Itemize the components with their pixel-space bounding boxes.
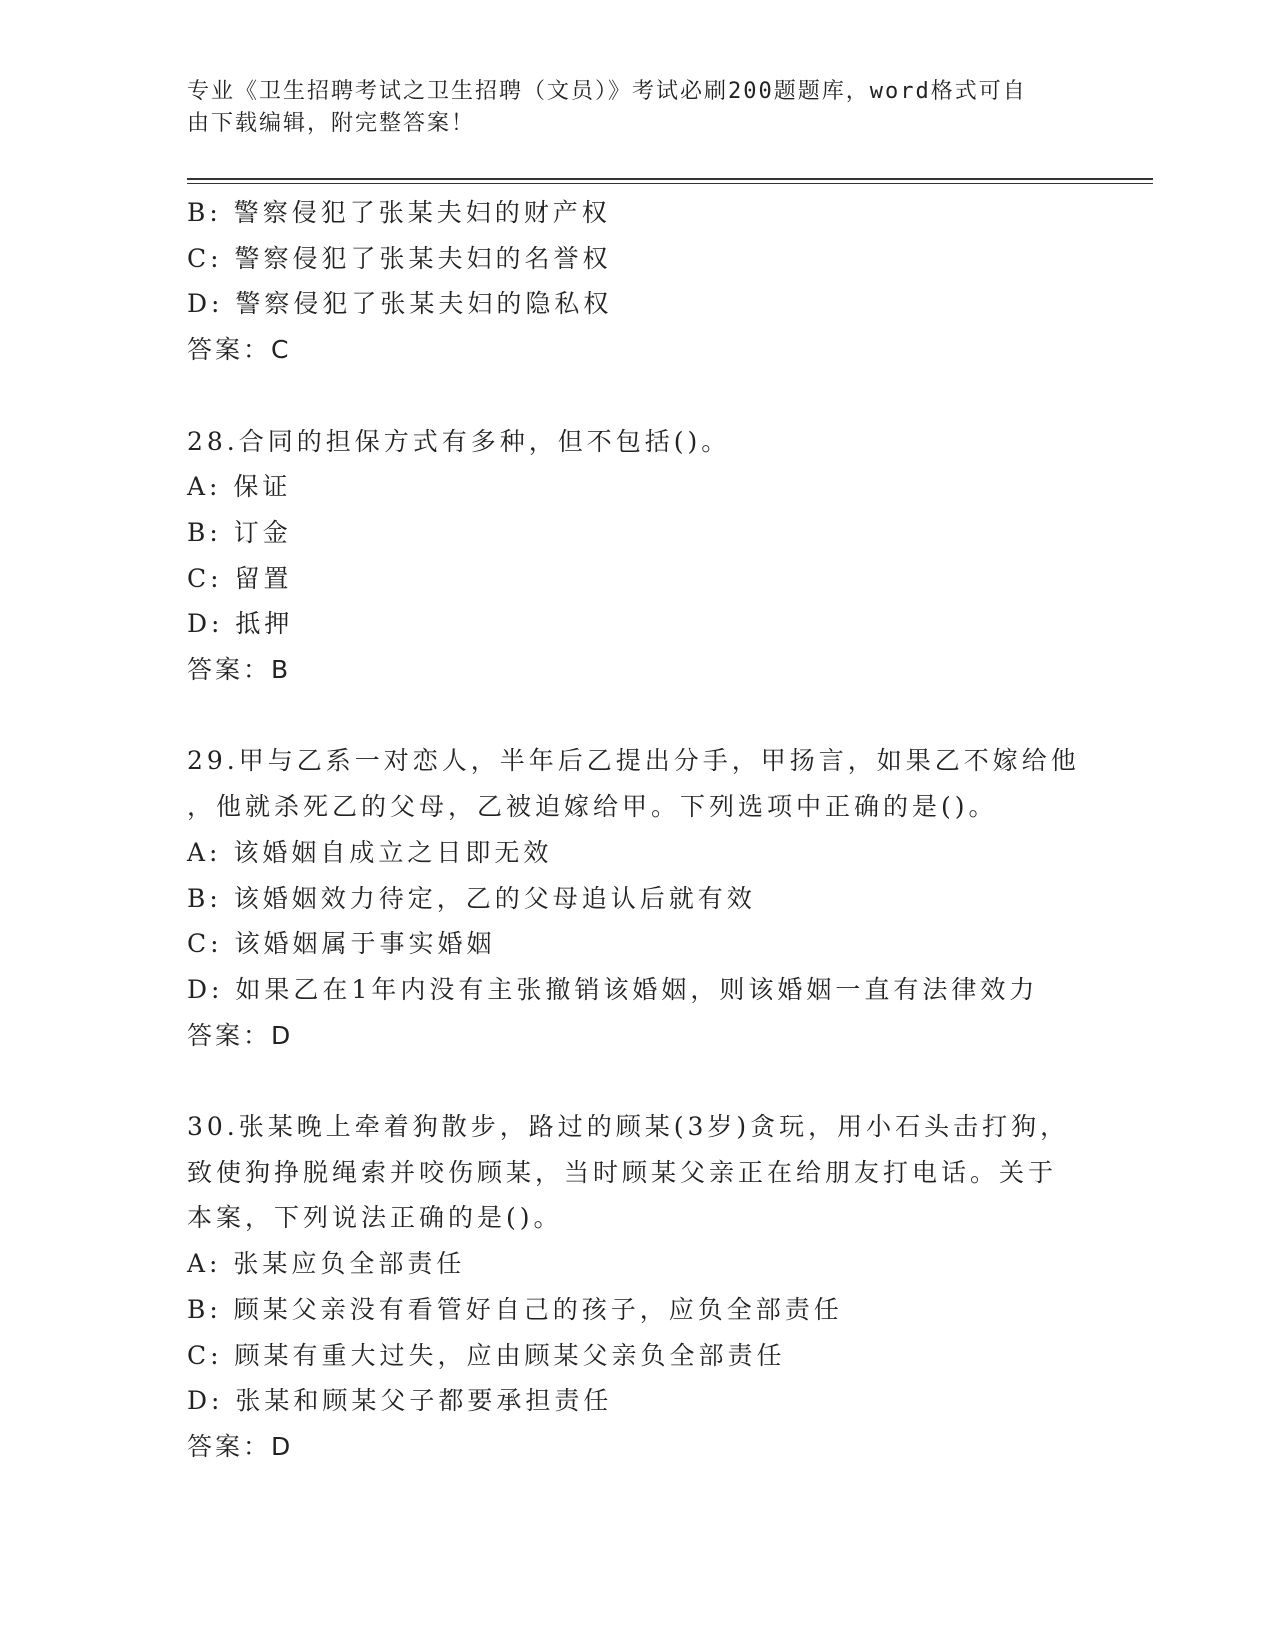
header-line-2: 由下载编辑，附完整答案！ bbox=[187, 111, 476, 136]
answer-line: 答案：D bbox=[187, 1431, 294, 1461]
option-d: D: 警察侵犯了张某夫妇的隐私权 bbox=[187, 289, 613, 319]
header-divider-thick bbox=[187, 178, 1153, 180]
option-b: B: 该婚姻效力待定，乙的父母追认后就有效 bbox=[187, 883, 756, 913]
option-c: C: 警察侵犯了张某夫妇的名誉权 bbox=[187, 243, 612, 273]
answer-line: 答案：B bbox=[187, 655, 292, 685]
question-stem: ，他就杀死乙的父母，乙被迫嫁给甲。下列选项中正确的是()。 bbox=[187, 792, 998, 822]
header-line-1: 专业《卫生招聘考试之卫生招聘（文员）》考试必刷200题题库，word格式可自 bbox=[187, 79, 1027, 104]
option-c: C: 顾某有重大过失，应由顾某父亲负全部责任 bbox=[187, 1340, 786, 1370]
spacer bbox=[187, 1058, 1087, 1104]
option-d: D: 张某和顾某父子都要承担责任 bbox=[187, 1386, 613, 1416]
question-stem: 30.张某晚上牵着狗散步，路过的顾某(3岁)贪玩，用小石头击打狗， bbox=[187, 1112, 1070, 1142]
header-divider-thin bbox=[187, 183, 1153, 184]
answer-line: 答案：D bbox=[187, 1020, 294, 1050]
question-list bbox=[187, 190, 1087, 1470]
option-b: B: 警察侵犯了张某夫妇的财产权 bbox=[187, 198, 611, 227]
option-c: C: 该婚姻属于事实婚姻 bbox=[187, 929, 496, 959]
question-29 bbox=[187, 738, 1087, 1058]
answer-line: 答案：C bbox=[187, 335, 292, 365]
option-c: C: 留置 bbox=[187, 563, 293, 593]
question-stem: 29.甲与乙系一对恋人，半年后乙提出分手，甲扬言，如果乙不嫁给他 bbox=[187, 746, 1080, 776]
document-header bbox=[187, 76, 1067, 140]
option-d: D: 抵押 bbox=[187, 609, 294, 639]
option-a: A: 保证 bbox=[187, 472, 292, 502]
question-27-tail bbox=[187, 190, 1087, 373]
question-30 bbox=[187, 1104, 1087, 1470]
question-stem: 本案，下列说法正确的是()。 bbox=[187, 1203, 563, 1233]
spacer bbox=[187, 373, 1087, 419]
option-b: B: 顾某父亲没有看管好自己的孩子，应负全部责任 bbox=[187, 1294, 843, 1324]
question-28 bbox=[187, 419, 1087, 693]
option-d: D: 如果乙在1年内没有主张撤销该婚姻，则该婚姻一直有法律效力 bbox=[187, 974, 1039, 1004]
question-stem: 28.合同的担保方式有多种，但不包括()。 bbox=[187, 426, 731, 456]
option-b: B: 订金 bbox=[187, 517, 292, 547]
spacer bbox=[187, 693, 1087, 739]
option-a: A: 张某应负全部责任 bbox=[187, 1249, 466, 1279]
option-a: A: 该婚姻自成立之日即无效 bbox=[187, 837, 553, 867]
question-stem: 致使狗挣脱绳索并咬伤顾某，当时顾某父亲正在给朋友打电话。关于 bbox=[187, 1157, 1058, 1187]
